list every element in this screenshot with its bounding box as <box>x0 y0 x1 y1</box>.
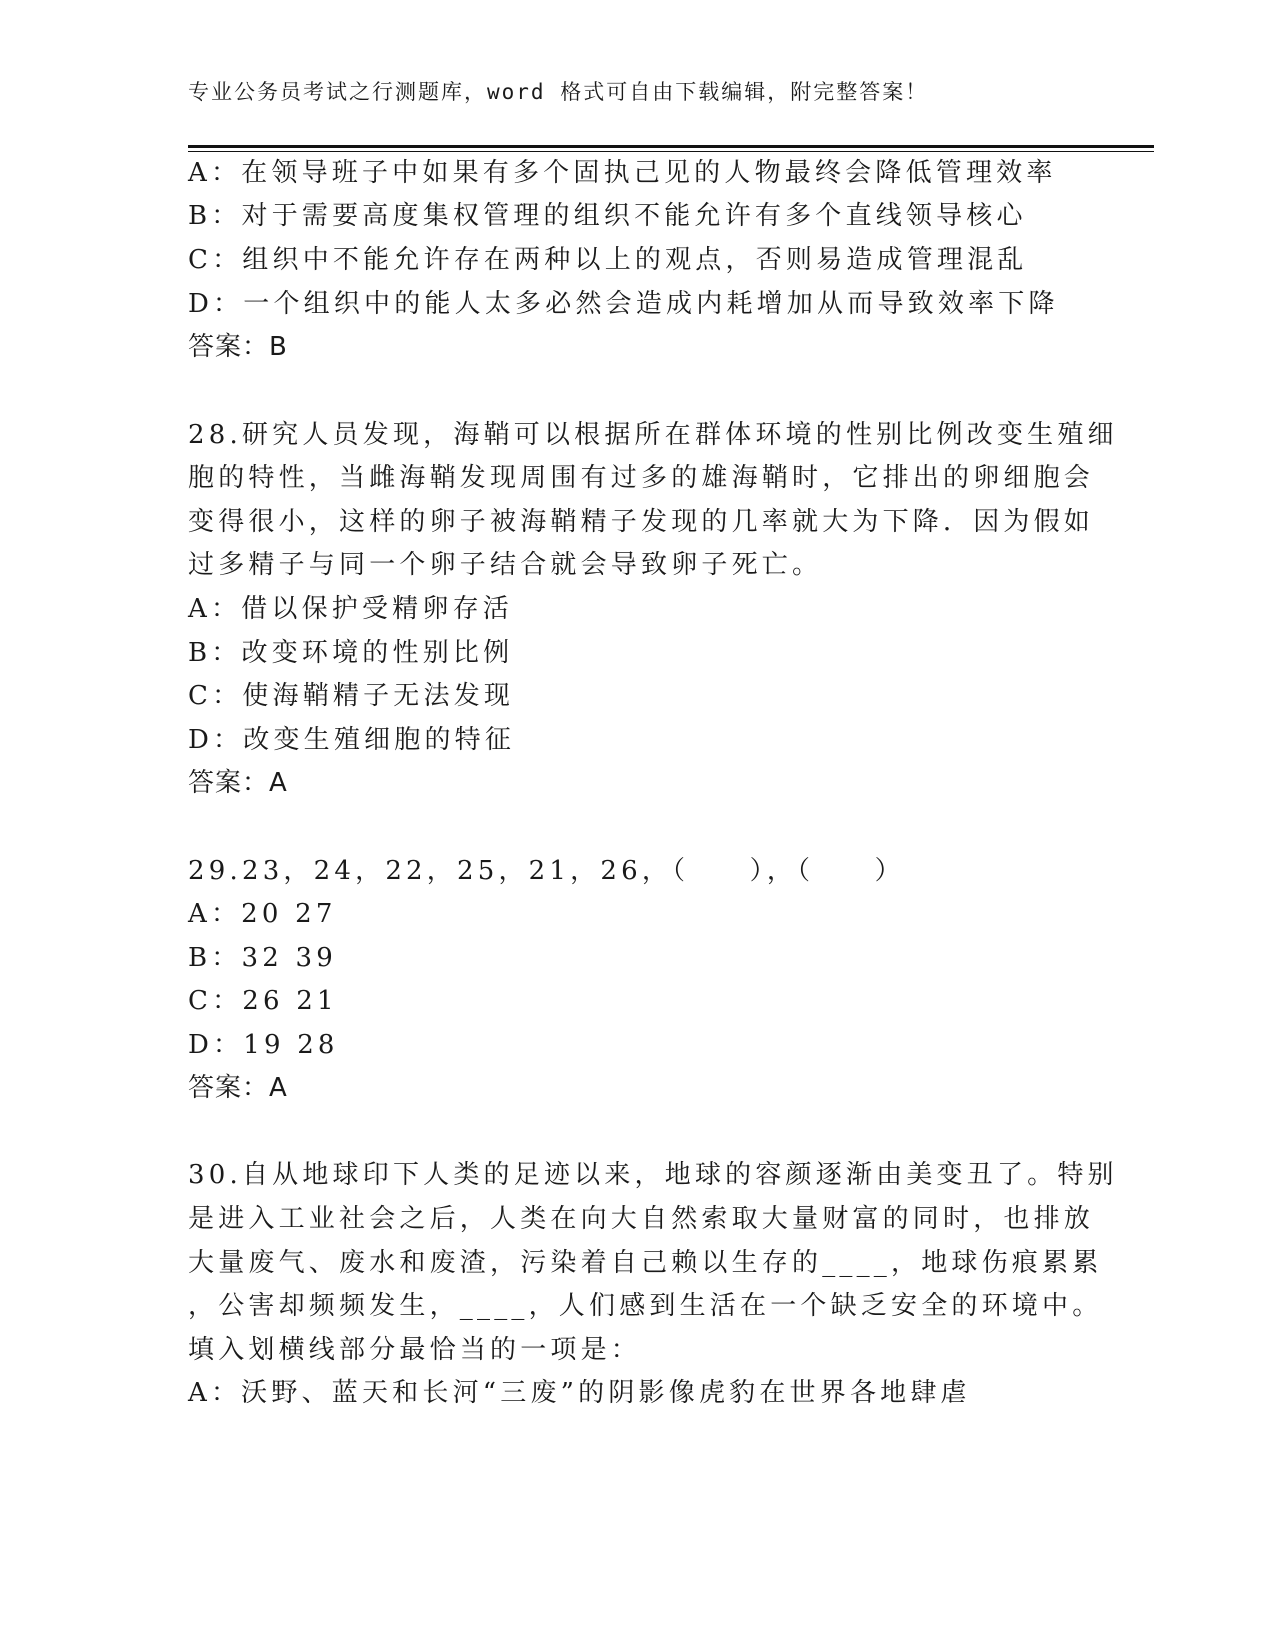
q30-stem-line-4: ，公害却频频发生，____，人们感到生活在一个缺乏安全的环境中。 <box>188 1291 1103 1321</box>
q29-answer: 答案：A <box>188 1073 288 1103</box>
q30-stem-line-3: 大量废气、废水和废渣，污染着自己赖以生存的____，地球伤痕累累 <box>188 1248 1103 1278</box>
q28-stem-line-2: 胞的特性，当雌海鞘发现周围有过多的雄海鞘时，它排出的卵细胞会 <box>188 463 1095 493</box>
q29-option-d: D：19 28 <box>188 1030 339 1060</box>
q28-stem-line-4: 过多精子与同一个卵子结合就会导致卵子死亡。 <box>188 550 823 580</box>
q30-option-a: A：沃野、蓝天和长河“三废”的阴影像虎豹在世界各地肆虐 <box>188 1378 971 1408</box>
q28-option-c: C：使海鞘精子无法发现 <box>188 681 515 711</box>
q29-option-a: A：20 27 <box>188 899 337 929</box>
q27-option-c: C：组织中不能允许存在两种以上的观点，否则易造成管理混乱 <box>188 245 1028 275</box>
q28-option-b: B：改变环境的性别比例 <box>188 638 514 668</box>
q30-stem-line-2: 是进入工业社会之后，人类在向大自然索取大量财富的同时，也排放 <box>188 1204 1095 1234</box>
q27-answer: 答案：B <box>188 332 288 362</box>
q29-option-c: C：26 21 <box>188 986 338 1016</box>
q27-option-a: A：在领导班子中如果有多个固执己见的人物最终会降低管理效率 <box>188 158 1057 188</box>
q28-option-a: A：借以保护受精卵存活 <box>188 594 513 624</box>
q28-option-d: D：改变生殖细胞的特征 <box>188 725 516 755</box>
q30-stem-line-5: 填入划横线部分最恰当的一项是： <box>188 1335 642 1365</box>
q27-option-d: D：一个组织中的能人太多必然会造成内耗增加从而导致效率下降 <box>188 289 1059 319</box>
q30-stem-line-1: 30.自从地球印下人类的足迹以来，地球的容颜逐渐由美变丑了。特别 <box>188 1160 1118 1190</box>
header-rule-thin <box>188 151 1154 152</box>
page-header: 专业公务员考试之行测题库，word 格式可自由下载编辑，附完整答案！ <box>188 80 929 104</box>
q29-option-b: B：32 39 <box>188 943 337 973</box>
q29-stem: 29.23，24，22，25，21，26，（ ），（ ） <box>188 856 905 886</box>
q27-option-b: B：对于需要高度集权管理的组织不能允许有多个直线领导核心 <box>188 201 1027 231</box>
q28-stem-line-3: 变得很小，这样的卵子被海鞘精子发现的几率就大为下降．因为假如 <box>188 507 1095 537</box>
q28-answer: 答案：A <box>188 768 288 798</box>
q28-stem-line-1: 28.研究人员发现，海鞘可以根据所在群体环境的性别比例改变生殖细 <box>188 420 1118 450</box>
header-rule-thick <box>188 145 1154 148</box>
